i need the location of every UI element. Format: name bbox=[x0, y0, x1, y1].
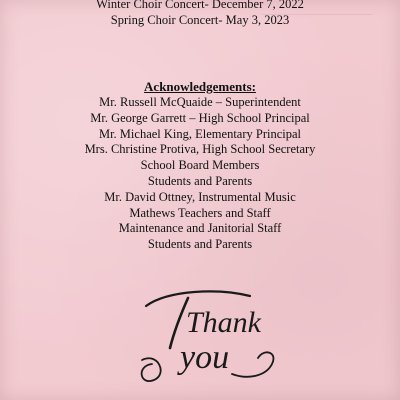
ack-item-teachers-staff: Mathews Teachers and Staff bbox=[129, 205, 271, 220]
thank-you-script bbox=[128, 282, 278, 387]
acknowledgements-heading: Acknowledgements: bbox=[144, 79, 256, 94]
thank-you-word-2: you bbox=[180, 339, 230, 376]
spring-concert-line: Spring Choir Concert- May 3, 2023 bbox=[110, 13, 290, 27]
ack-item-superintendent: Mr. Russell McQuaide – Superintendent bbox=[99, 95, 301, 109]
ack-item-instrumental-music: Mr. David Ottney, Instrumental Music bbox=[104, 189, 296, 204]
ack-item-elementary-principal: Mr. Michael King, Elementary Principal bbox=[98, 126, 302, 141]
ack-item-hs-secretary: Mrs. Christine Protiva, High School Secretary bbox=[84, 142, 316, 157]
ack-item-students-parents-2: Students and Parents bbox=[147, 237, 253, 252]
acknowledgements-list bbox=[0, 95, 400, 253]
winter-concert-line: Winter Choir Concert- December 7, 2022 bbox=[96, 0, 304, 11]
ack-item-school-board: School Board Members bbox=[140, 158, 260, 173]
ack-item-students-parents: Students and Parents bbox=[147, 173, 253, 188]
ack-item-maintenance-staff: Maintenance and Janitorial Staff bbox=[118, 221, 282, 236]
thank-you-word-1: Thank bbox=[186, 306, 261, 339]
ack-item-hs-principal: Mr. George Garrett – High School Principal bbox=[90, 110, 310, 125]
